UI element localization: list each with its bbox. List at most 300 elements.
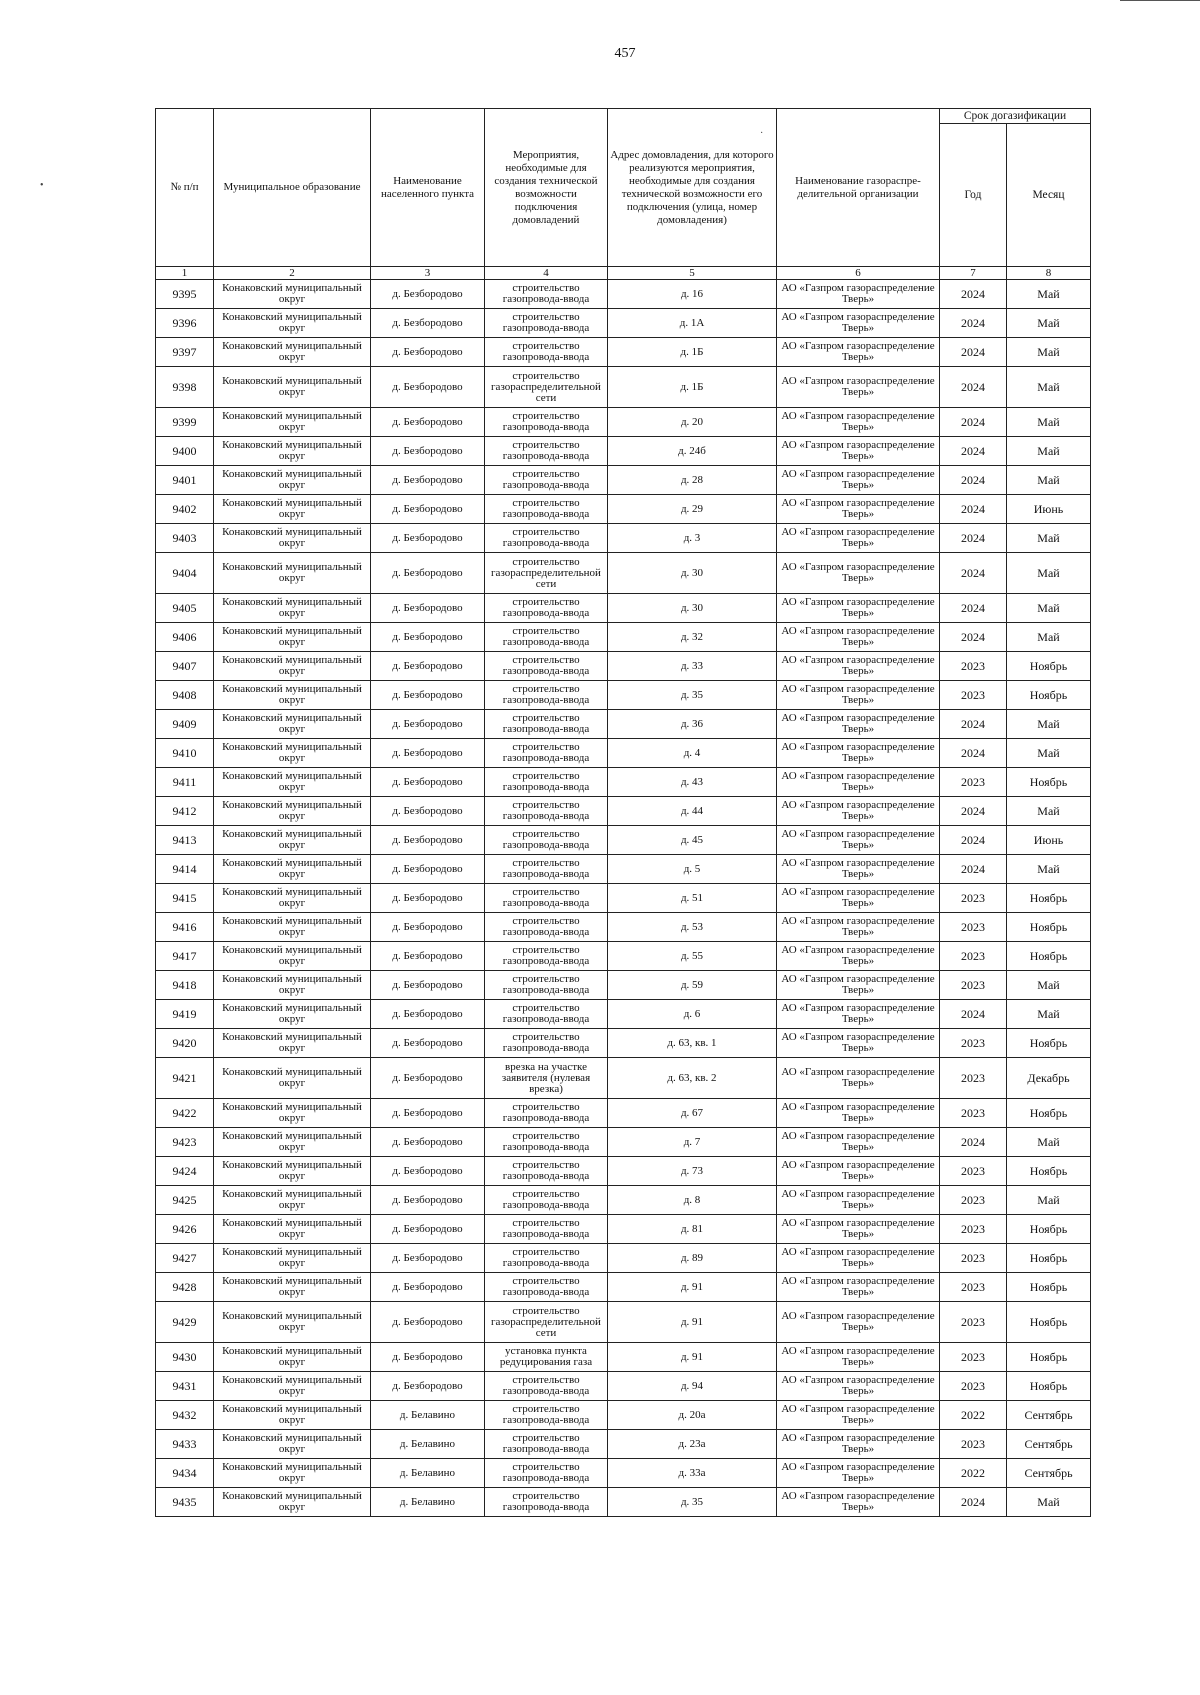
month-cell: Сентябрь xyxy=(1007,1401,1091,1430)
settlement-cell: д. Безбородово xyxy=(371,1343,485,1372)
year-cell: 2024 xyxy=(940,524,1007,553)
municipality-cell: Конаковский муниципальный округ xyxy=(214,768,371,797)
row-number: 9430 xyxy=(156,1343,214,1372)
measure-cell: строительство газопровода-ввода xyxy=(485,466,608,495)
year-cell: 2023 xyxy=(940,1215,1007,1244)
header-num: № п/п xyxy=(156,109,214,267)
year-cell: 2024 xyxy=(940,826,1007,855)
gas-org-cell: АО «Газпром газораспределение Тверь» xyxy=(777,1157,940,1186)
month-cell: Июнь xyxy=(1007,826,1091,855)
top-edge-rule xyxy=(1120,0,1200,1)
gas-org-cell: АО «Газпром газораспределение Тверь» xyxy=(777,1244,940,1273)
table-row xyxy=(156,942,1091,971)
header-municipality: Муниципальное образование xyxy=(214,109,371,267)
gas-org-cell: АО «Газпром газораспределение Тверь» xyxy=(777,1302,940,1343)
settlement-cell: д. Безбородово xyxy=(371,1099,485,1128)
year-cell: 2024 xyxy=(940,280,1007,309)
settlement-cell: д. Безбородово xyxy=(371,338,485,367)
month-cell: Май xyxy=(1007,971,1091,1000)
gas-org-cell: АО «Газпром газораспределение Тверь» xyxy=(777,594,940,623)
address-cell: д. 7 xyxy=(608,1128,777,1157)
measure-cell: установка пункта редуцирования газа xyxy=(485,1343,608,1372)
measure-cell: строительство газопровода-ввода xyxy=(485,1459,608,1488)
gas-org-cell: АО «Газпром газораспределение Тверь» xyxy=(777,437,940,466)
column-number-row xyxy=(156,267,1091,280)
row-number: 9409 xyxy=(156,710,214,739)
gas-org-cell: АО «Газпром газораспределение Тверь» xyxy=(777,1430,940,1459)
table-row xyxy=(156,826,1091,855)
measure-cell: строительство газопровода-ввода xyxy=(485,1273,608,1302)
municipality-cell: Конаковский муниципальный округ xyxy=(214,408,371,437)
table-row xyxy=(156,1058,1091,1099)
address-cell: д. 89 xyxy=(608,1244,777,1273)
gas-org-cell: АО «Газпром газораспределение Тверь» xyxy=(777,855,940,884)
year-cell: 2023 xyxy=(940,1343,1007,1372)
settlement-cell: д. Безбородово xyxy=(371,826,485,855)
col-number: 1 xyxy=(156,267,214,280)
address-cell: д. 55 xyxy=(608,942,777,971)
row-number: 9416 xyxy=(156,913,214,942)
address-cell: д. 91 xyxy=(608,1302,777,1343)
year-cell: 2023 xyxy=(940,1302,1007,1343)
table-row xyxy=(156,1099,1091,1128)
municipality-cell: Конаковский муниципальный округ xyxy=(214,1128,371,1157)
gasification-table xyxy=(155,108,1091,1517)
address-cell: д. 33а xyxy=(608,1459,777,1488)
address-cell: д. 5 xyxy=(608,855,777,884)
address-cell: д. 6 xyxy=(608,1000,777,1029)
header-year: Год xyxy=(940,124,1007,267)
col-number: 7 xyxy=(940,267,1007,280)
year-cell: 2023 xyxy=(940,1099,1007,1128)
gas-org-cell: АО «Газпром газораспределение Тверь» xyxy=(777,913,940,942)
gas-org-cell: АО «Газпром газораспределение Тверь» xyxy=(777,681,940,710)
month-cell: Ноябрь xyxy=(1007,942,1091,971)
measure-cell: строительство газопровода-ввода xyxy=(485,280,608,309)
month-cell: Ноябрь xyxy=(1007,884,1091,913)
year-cell: 2024 xyxy=(940,1488,1007,1517)
year-cell: 2023 xyxy=(940,942,1007,971)
col-number: 6 xyxy=(777,267,940,280)
gas-org-cell: АО «Газпром газораспределение Тверь» xyxy=(777,1343,940,1372)
measure-cell: строительство газопровода-ввода xyxy=(485,495,608,524)
settlement-cell: д. Безбородово xyxy=(371,408,485,437)
gas-org-cell: АО «Газпром газораспределение Тверь» xyxy=(777,623,940,652)
month-cell: Сентябрь xyxy=(1007,1430,1091,1459)
row-number: 9413 xyxy=(156,826,214,855)
table-row xyxy=(156,1459,1091,1488)
month-cell: Май xyxy=(1007,1000,1091,1029)
address-cell: д. 23а xyxy=(608,1430,777,1459)
measure-cell: строительство газопровода-ввода xyxy=(485,681,608,710)
settlement-cell: д. Безбородово xyxy=(371,884,485,913)
municipality-cell: Конаковский муниципальный округ xyxy=(214,437,371,466)
table-row xyxy=(156,681,1091,710)
gas-org-cell: АО «Газпром газораспределение Тверь» xyxy=(777,1000,940,1029)
col-number: 2 xyxy=(214,267,371,280)
month-cell: Ноябрь xyxy=(1007,681,1091,710)
row-number: 9414 xyxy=(156,855,214,884)
settlement-cell: д. Безбородово xyxy=(371,855,485,884)
row-number: 9397 xyxy=(156,338,214,367)
municipality-cell: Конаковский муниципальный округ xyxy=(214,1215,371,1244)
municipality-cell: Конаковский муниципальный округ xyxy=(214,524,371,553)
month-cell: Ноябрь xyxy=(1007,1273,1091,1302)
table-row xyxy=(156,623,1091,652)
month-cell: Май xyxy=(1007,710,1091,739)
header-term: Срок догазификации xyxy=(940,109,1091,124)
month-cell: Декабрь xyxy=(1007,1058,1091,1099)
municipality-cell: Конаковский муниципальный округ xyxy=(214,594,371,623)
gas-org-cell: АО «Газпром газораспределение Тверь» xyxy=(777,338,940,367)
table-row xyxy=(156,652,1091,681)
address-cell: д. 35 xyxy=(608,1488,777,1517)
settlement-cell: д. Безбородово xyxy=(371,652,485,681)
year-cell: 2024 xyxy=(940,594,1007,623)
year-cell: 2023 xyxy=(940,1186,1007,1215)
month-cell: Май xyxy=(1007,594,1091,623)
gas-org-cell: АО «Газпром газораспределение Тверь» xyxy=(777,1215,940,1244)
table-row xyxy=(156,1430,1091,1459)
address-cell: д. 16 xyxy=(608,280,777,309)
row-number: 9420 xyxy=(156,1029,214,1058)
year-cell: 2023 xyxy=(940,1029,1007,1058)
municipality-cell: Конаковский муниципальный округ xyxy=(214,280,371,309)
municipality-cell: Конаковский муниципальный округ xyxy=(214,884,371,913)
municipality-cell: Конаковский муниципальный округ xyxy=(214,466,371,495)
table-row xyxy=(156,466,1091,495)
gas-org-cell: АО «Газпром газораспределение Тверь» xyxy=(777,884,940,913)
address-cell: д. 81 xyxy=(608,1215,777,1244)
settlement-cell: д. Безбородово xyxy=(371,768,485,797)
gas-org-cell: АО «Газпром газораспределение Тверь» xyxy=(777,710,940,739)
settlement-cell: д. Безбородово xyxy=(371,681,485,710)
address-cell: д. 63, кв. 2 xyxy=(608,1058,777,1099)
municipality-cell: Конаковский муниципальный округ xyxy=(214,553,371,594)
month-cell: Май xyxy=(1007,280,1091,309)
gas-org-cell: АО «Газпром газораспределение Тверь» xyxy=(777,367,940,408)
municipality-cell: Конаковский муниципальный округ xyxy=(214,826,371,855)
table-row xyxy=(156,408,1091,437)
measure-cell: строительство газопровода-ввода xyxy=(485,710,608,739)
measure-cell: строительство газопровода-ввода xyxy=(485,971,608,1000)
settlement-cell: д. Безбородово xyxy=(371,1372,485,1401)
settlement-cell: д. Безбородово xyxy=(371,971,485,1000)
col-number: 5 xyxy=(608,267,777,280)
year-cell: 2023 xyxy=(940,1157,1007,1186)
year-cell: 2023 xyxy=(940,652,1007,681)
table-row xyxy=(156,553,1091,594)
measure-cell: строительство газопровода-ввода xyxy=(485,1128,608,1157)
address-cell: д. 32 xyxy=(608,623,777,652)
settlement-cell: д. Безбородово xyxy=(371,1058,485,1099)
row-number: 9428 xyxy=(156,1273,214,1302)
header-measures: Мероприятия, необходимые для создания технической возможности подключения домовладений xyxy=(485,109,608,267)
row-number: 9417 xyxy=(156,942,214,971)
address-cell: д. 4 xyxy=(608,739,777,768)
gas-org-cell: АО «Газпром газораспределение Тверь» xyxy=(777,1459,940,1488)
header-settlement: Наименование населенного пункта xyxy=(371,109,485,267)
month-cell: Ноябрь xyxy=(1007,1343,1091,1372)
address-cell: д. 43 xyxy=(608,768,777,797)
address-cell: д. 67 xyxy=(608,1099,777,1128)
year-cell: 2023 xyxy=(940,884,1007,913)
month-cell: Июнь xyxy=(1007,495,1091,524)
year-cell: 2024 xyxy=(940,855,1007,884)
row-number: 9424 xyxy=(156,1157,214,1186)
address-cell: д. 53 xyxy=(608,913,777,942)
measure-cell: строительство газопровода-ввода xyxy=(485,1029,608,1058)
settlement-cell: д. Безбородово xyxy=(371,1302,485,1343)
row-number: 9423 xyxy=(156,1128,214,1157)
settlement-cell: д. Безбородово xyxy=(371,524,485,553)
month-cell: Май xyxy=(1007,524,1091,553)
table-row xyxy=(156,309,1091,338)
table-row xyxy=(156,710,1091,739)
settlement-cell: д. Безбородово xyxy=(371,942,485,971)
table-row xyxy=(156,971,1091,1000)
municipality-cell: Конаковский муниципальный округ xyxy=(214,710,371,739)
year-cell: 2023 xyxy=(940,1058,1007,1099)
table-row xyxy=(156,913,1091,942)
month-cell: Май xyxy=(1007,1186,1091,1215)
settlement-cell: д. Безбородово xyxy=(371,1186,485,1215)
settlement-cell: д. Безбородово xyxy=(371,437,485,466)
measure-cell: строительство газопровода-ввода xyxy=(485,338,608,367)
address-cell: д. 20 xyxy=(608,408,777,437)
gas-org-cell: АО «Газпром газораспределение Тверь» xyxy=(777,1372,940,1401)
table-row xyxy=(156,1401,1091,1430)
measure-cell: строительство газопровода-ввода xyxy=(485,942,608,971)
municipality-cell: Конаковский муниципальный округ xyxy=(214,623,371,652)
table-row xyxy=(156,1244,1091,1273)
measure-cell: строительство газопровода-ввода xyxy=(485,309,608,338)
month-cell: Май xyxy=(1007,408,1091,437)
row-number: 9429 xyxy=(156,1302,214,1343)
measure-cell: строительство газопровода-ввода xyxy=(485,524,608,553)
table-row xyxy=(156,524,1091,553)
address-cell: д. 30 xyxy=(608,594,777,623)
municipality-cell: Конаковский муниципальный округ xyxy=(214,1302,371,1343)
year-cell: 2024 xyxy=(940,797,1007,826)
table-row xyxy=(156,1029,1091,1058)
address-cell: д. 45 xyxy=(608,826,777,855)
row-number: 9419 xyxy=(156,1000,214,1029)
gas-org-cell: АО «Газпром газораспределение Тверь» xyxy=(777,826,940,855)
address-cell: д. 1Б xyxy=(608,367,777,408)
table-row xyxy=(156,855,1091,884)
settlement-cell: д. Безбородово xyxy=(371,1273,485,1302)
table-row xyxy=(156,1157,1091,1186)
gas-org-cell: АО «Газпром газораспределение Тверь» xyxy=(777,466,940,495)
measure-cell: строительство газопровода-ввода xyxy=(485,826,608,855)
year-cell: 2022 xyxy=(940,1401,1007,1430)
table-row xyxy=(156,1343,1091,1372)
gas-org-cell: АО «Газпром газораспределение Тверь» xyxy=(777,652,940,681)
year-cell: 2024 xyxy=(940,1128,1007,1157)
row-number: 9418 xyxy=(156,971,214,1000)
gas-org-cell: АО «Газпром газораспределение Тверь» xyxy=(777,1128,940,1157)
gas-org-cell: АО «Газпром газораспределение Тверь» xyxy=(777,1029,940,1058)
address-cell: д. 73 xyxy=(608,1157,777,1186)
address-cell: д. 35 xyxy=(608,681,777,710)
row-number: 9412 xyxy=(156,797,214,826)
year-cell: 2024 xyxy=(940,495,1007,524)
address-cell: д. 94 xyxy=(608,1372,777,1401)
year-cell: 2022 xyxy=(940,1459,1007,1488)
month-cell: Ноябрь xyxy=(1007,1029,1091,1058)
month-cell: Май xyxy=(1007,338,1091,367)
municipality-cell: Конаковский муниципальный округ xyxy=(214,942,371,971)
municipality-cell: Конаковский муниципальный округ xyxy=(214,652,371,681)
settlement-cell: д. Безбородово xyxy=(371,1029,485,1058)
header-month: Месяц xyxy=(1007,124,1091,267)
month-cell: Май xyxy=(1007,1128,1091,1157)
settlement-cell: д. Белавино xyxy=(371,1401,485,1430)
year-cell: 2023 xyxy=(940,1273,1007,1302)
year-cell: 2024 xyxy=(940,437,1007,466)
municipality-cell: Конаковский муниципальный округ xyxy=(214,971,371,1000)
measure-cell: строительство газопровода-ввода xyxy=(485,768,608,797)
settlement-cell: д. Безбородово xyxy=(371,553,485,594)
year-cell: 2023 xyxy=(940,1430,1007,1459)
year-cell: 2024 xyxy=(940,367,1007,408)
address-cell: д. 1А xyxy=(608,309,777,338)
row-number: 9405 xyxy=(156,594,214,623)
gas-org-cell: АО «Газпром газораспределение Тверь» xyxy=(777,524,940,553)
measure-cell: строительство газопровода-ввода xyxy=(485,623,608,652)
gas-org-cell: АО «Газпром газораспределение Тверь» xyxy=(777,1488,940,1517)
year-cell: 2024 xyxy=(940,408,1007,437)
settlement-cell: д. Белавино xyxy=(371,1430,485,1459)
measure-cell: строительство газопровода-ввода xyxy=(485,1488,608,1517)
table-row xyxy=(156,739,1091,768)
gas-org-cell: АО «Газпром газораспределение Тверь» xyxy=(777,280,940,309)
row-number: 9427 xyxy=(156,1244,214,1273)
table-row xyxy=(156,1273,1091,1302)
address-cell: д. 20а xyxy=(608,1401,777,1430)
month-cell: Май xyxy=(1007,623,1091,652)
municipality-cell: Конаковский муниципальный округ xyxy=(214,1488,371,1517)
year-cell: 2024 xyxy=(940,1000,1007,1029)
margin-mark: • xyxy=(40,180,44,191)
row-number: 9407 xyxy=(156,652,214,681)
settlement-cell: д. Безбородово xyxy=(371,1215,485,1244)
row-number: 9432 xyxy=(156,1401,214,1430)
gas-org-cell: АО «Газпром газораспределение Тверь» xyxy=(777,797,940,826)
col-number: 3 xyxy=(371,267,485,280)
municipality-cell: Конаковский муниципальный округ xyxy=(214,1244,371,1273)
month-cell: Май xyxy=(1007,367,1091,408)
row-number: 9402 xyxy=(156,495,214,524)
table-row xyxy=(156,768,1091,797)
address-cell: д. 51 xyxy=(608,884,777,913)
measure-cell: строительство газопровода-ввода xyxy=(485,855,608,884)
municipality-cell: Конаковский муниципальный округ xyxy=(214,495,371,524)
year-cell: 2024 xyxy=(940,309,1007,338)
row-number: 9408 xyxy=(156,681,214,710)
municipality-cell: Конаковский муниципальный округ xyxy=(214,1343,371,1372)
measure-cell: строительство газопровода-ввода xyxy=(485,1215,608,1244)
municipality-cell: Конаковский муниципальный округ xyxy=(214,1099,371,1128)
row-number: 9426 xyxy=(156,1215,214,1244)
address-cell: д. 28 xyxy=(608,466,777,495)
table-body xyxy=(156,280,1091,1517)
table-row xyxy=(156,367,1091,408)
row-number: 9403 xyxy=(156,524,214,553)
gas-org-cell: АО «Газпром газораспределение Тверь» xyxy=(777,495,940,524)
gas-org-cell: АО «Газпром газораспределение Тверь» xyxy=(777,942,940,971)
settlement-cell: д. Белавино xyxy=(371,1488,485,1517)
table-row xyxy=(156,1186,1091,1215)
row-number: 9422 xyxy=(156,1099,214,1128)
settlement-cell: д. Безбородово xyxy=(371,913,485,942)
table-row xyxy=(156,1128,1091,1157)
gas-org-cell: АО «Газпром газораспределение Тверь» xyxy=(777,1273,940,1302)
row-number: 9406 xyxy=(156,623,214,652)
municipality-cell: Конаковский муниципальный округ xyxy=(214,338,371,367)
measure-cell: строительство газопровода-ввода xyxy=(485,739,608,768)
row-number: 9415 xyxy=(156,884,214,913)
measure-cell: строительство газопровода-ввода xyxy=(485,1244,608,1273)
settlement-cell: д. Безбородово xyxy=(371,495,485,524)
month-cell: Ноябрь xyxy=(1007,1099,1091,1128)
month-cell: Май xyxy=(1007,739,1091,768)
address-cell: д. 24б xyxy=(608,437,777,466)
year-cell: 2024 xyxy=(940,739,1007,768)
month-cell: Май xyxy=(1007,553,1091,594)
settlement-cell: д. Безбородово xyxy=(371,280,485,309)
table-row xyxy=(156,1215,1091,1244)
municipality-cell: Конаковский муниципальный округ xyxy=(214,1430,371,1459)
table-row xyxy=(156,1372,1091,1401)
header-gas-org: Наименование газораспре-делительной организации xyxy=(777,109,940,267)
settlement-cell: д. Безбородово xyxy=(371,1244,485,1273)
table-row xyxy=(156,594,1091,623)
gas-org-cell: АО «Газпром газораспределение Тверь» xyxy=(777,768,940,797)
municipality-cell: Конаковский муниципальный округ xyxy=(214,681,371,710)
municipality-cell: Конаковский муниципальный округ xyxy=(214,367,371,408)
table-row xyxy=(156,797,1091,826)
row-number: 9410 xyxy=(156,739,214,768)
measure-cell: строительство газопровода-ввода xyxy=(485,652,608,681)
municipality-cell: Конаковский муниципальный округ xyxy=(214,1029,371,1058)
municipality-cell: Конаковский муниципальный округ xyxy=(214,1372,371,1401)
month-cell: Ноябрь xyxy=(1007,1372,1091,1401)
gas-org-cell: АО «Газпром газораспределение Тверь» xyxy=(777,1099,940,1128)
measure-cell: строительство газопровода-ввода xyxy=(485,1430,608,1459)
measure-cell: строительство газопровода-ввода xyxy=(485,408,608,437)
measure-cell: строительство газопровода-ввода xyxy=(485,437,608,466)
address-cell: д. 1Б xyxy=(608,338,777,367)
measure-cell: строительство газопровода-ввода xyxy=(485,913,608,942)
month-cell: Май xyxy=(1007,855,1091,884)
measure-cell: строительство газопровода-ввода xyxy=(485,1099,608,1128)
settlement-cell: д. Безбородово xyxy=(371,594,485,623)
address-cell: д. 91 xyxy=(608,1273,777,1302)
measure-cell: строительство газопровода-ввода xyxy=(485,594,608,623)
col-number: 4 xyxy=(485,267,608,280)
month-cell: Ноябрь xyxy=(1007,1215,1091,1244)
row-number: 9435 xyxy=(156,1488,214,1517)
row-number: 9425 xyxy=(156,1186,214,1215)
settlement-cell: д. Безбородово xyxy=(371,739,485,768)
table-row xyxy=(156,495,1091,524)
month-cell: Ноябрь xyxy=(1007,652,1091,681)
table-row xyxy=(156,1000,1091,1029)
settlement-cell: д. Безбородово xyxy=(371,623,485,652)
month-cell: Ноябрь xyxy=(1007,768,1091,797)
